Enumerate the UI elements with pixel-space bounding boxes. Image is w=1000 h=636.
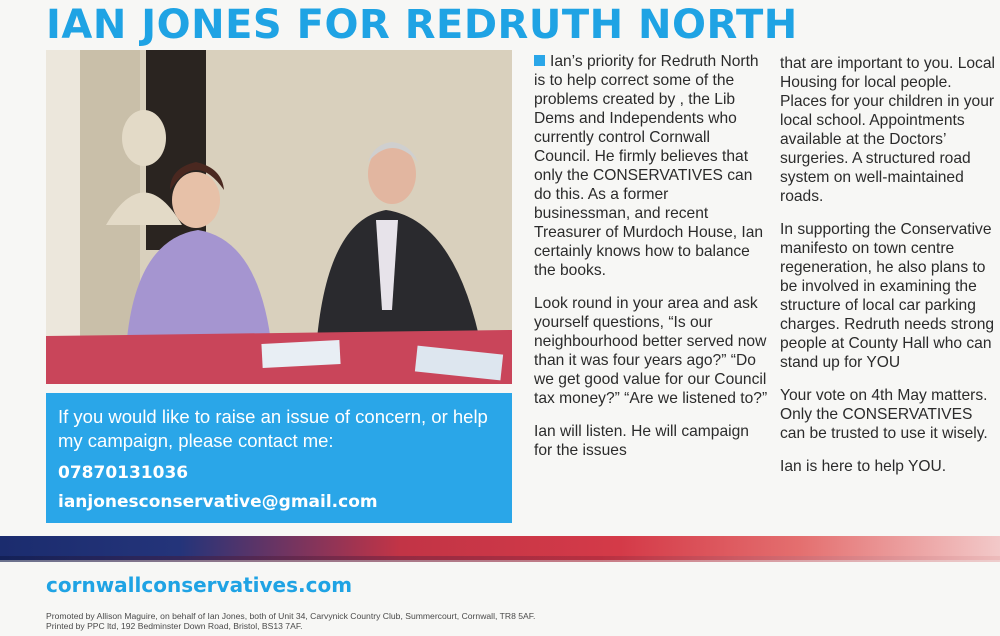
decorative-stripe-shadow (0, 556, 1000, 562)
article-paragraph: In supporting the Conservative manifesto on town centre regeneration, he also plans to be involved in examining the structure of local car parking charges. Redruth needs strong people at County Hall who can stand up for YOU (780, 221, 995, 371)
imprint-printed: Printed by PPC ltd, 192 Bedminster Down Road, Bristol, BS13 7AF. (46, 621, 303, 631)
contact-box (46, 393, 512, 523)
bullet-square-icon (534, 55, 545, 66)
article-paragraph: Ian is here to help YOU. (780, 458, 947, 475)
imprint-promoted: Promoted by Allison Maguire, on behalf of Ian Jones, both of Unit 34, Carvynick Country Club, Summercourt, Cornwall, TR8 5AF. (46, 611, 536, 621)
contact-intro: If you would like to raise an issue of concern, or help my campaign, please contact me: (58, 406, 488, 451)
page-headline: IAN JONES FOR REDRUTH NORTH (46, 2, 798, 48)
imprint (46, 611, 535, 631)
website-link[interactable]: cornwallconservatives.com (46, 573, 353, 597)
article-paragraph: Your vote on 4th May matters. Only the CONSERVATIVES can be trusted to use it wisely. (780, 387, 988, 442)
article-column-2 (780, 54, 998, 490)
candidate-photo (46, 50, 512, 384)
article-paragraph: Look round in your area and ask yourself questions, “Is our neighbourhood better served now than it was four years ago?” “Do we get good value for our Council tax money?” “Are we listened to?” (534, 295, 768, 407)
article-paragraph: Ian’s priority for Redruth North is to help correct some of the problems created by , the Lib Dems and Independents who currently control Cornwall Council. He firmly believes that only the CONSERVATIVES can do this. As a former businessman, and recent Treasurer of Murdoch House, Ian certainly knows how to balance the books. (534, 53, 764, 279)
contact-email[interactable]: ianjonesconservative@gmail.com (58, 492, 378, 512)
photo-illustration (46, 50, 512, 384)
contact-phone[interactable]: 07870131036 (58, 463, 189, 483)
article-column-1 (534, 52, 768, 474)
article-paragraph: Ian will listen. He will campaign for the issues (534, 423, 749, 459)
article-paragraph: that are important to you. Local Housing for local people. Places for your children in your local school. Appointments available at the Doctors’ surgeries. A structured road system on well-maintained roads. (780, 55, 995, 205)
